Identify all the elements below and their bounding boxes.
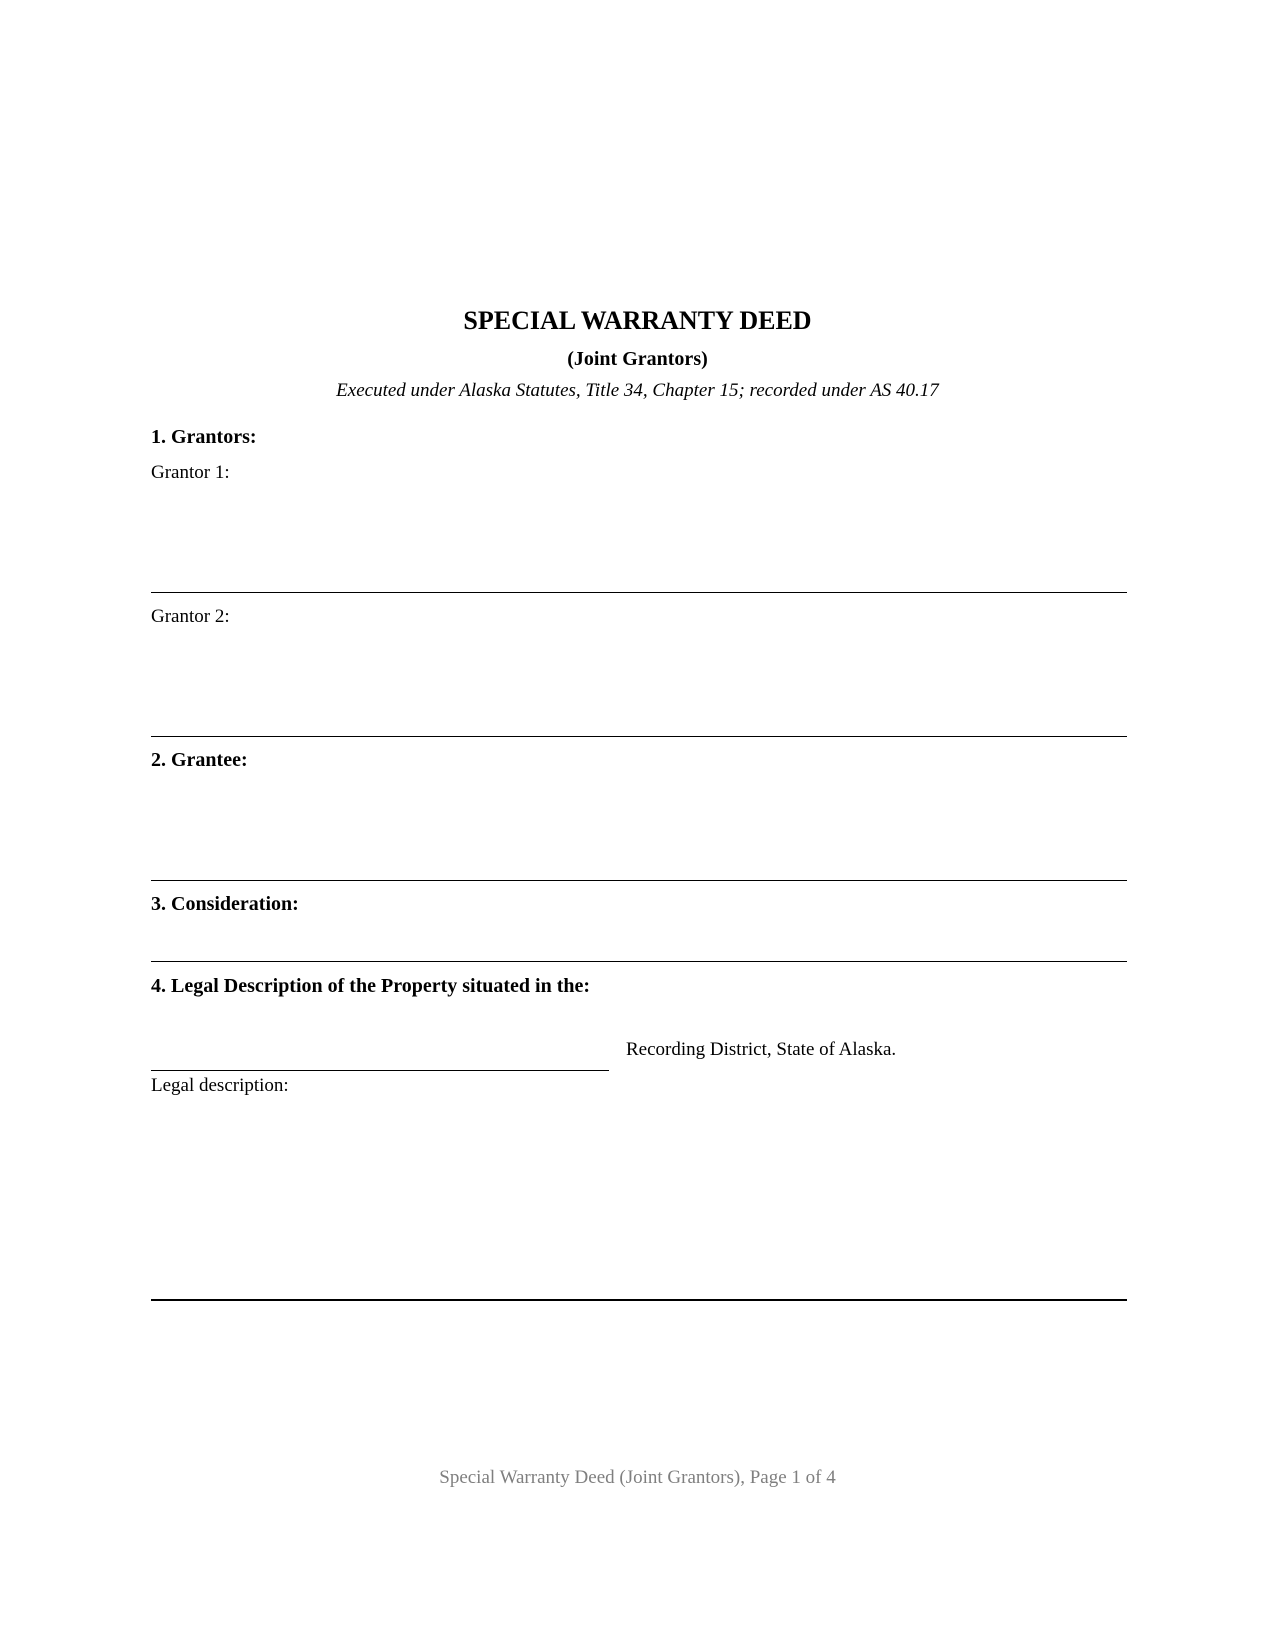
document-title: SPECIAL WARRANTY DEED <box>463 306 812 335</box>
recording-district-suffix: Recording District, State of Alaska. <box>626 1039 897 1060</box>
section-grantors-heading: 1. Grantors: <box>151 426 257 448</box>
grantor-2-label: Grantor 2: <box>151 606 230 627</box>
section-consideration-heading: 3. Consideration: <box>151 893 299 915</box>
statute-reference: Executed under Alaska Statutes, Title 34, Chapter 15; recorded under AS 40.17 <box>336 380 939 401</box>
grantor-1-blank-line[interactable] <box>151 592 1127 593</box>
grantor-2-blank-line[interactable] <box>151 736 1127 737</box>
section-grantee-heading: 2. Grantee: <box>151 749 248 771</box>
grantor-1-label: Grantor 1: <box>151 462 230 483</box>
page-footer: Special Warranty Deed (Joint Grantors), Page 1 of 4 <box>439 1467 836 1488</box>
section-legal-description-heading: 4. Legal Description of the Property situated in the: <box>151 975 591 997</box>
recording-district-blank-line[interactable] <box>151 1070 609 1071</box>
legal-description-blank-line[interactable] <box>151 1299 1127 1301</box>
consideration-blank-line[interactable] <box>151 961 1127 962</box>
grantee-blank-line[interactable] <box>151 880 1127 881</box>
document-subtitle: (Joint Grantors) <box>567 348 708 370</box>
legal-description-label: Legal description: <box>151 1075 289 1096</box>
